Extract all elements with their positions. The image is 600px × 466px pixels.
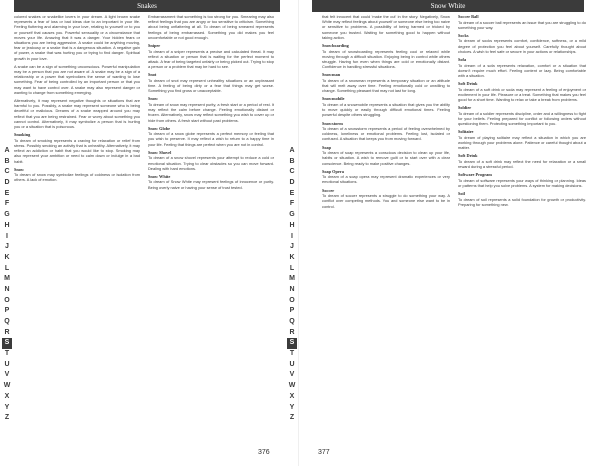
entry-term: Snowstorm: [322, 120, 343, 126]
dictionary-entry: [322, 72, 450, 93]
right-page-header: Snow White: [312, 0, 584, 12]
dictionary-entry: [322, 14, 450, 40]
alphabet-tab-u[interactable]: U: [4, 360, 10, 368]
alphabet-tab-y[interactable]: Y: [289, 403, 295, 411]
left-page-header: Snakes: [14, 0, 280, 12]
right-alphabet-index: [286, 146, 298, 424]
entry-definition: To dream of soap represents a conscious decision to clean up your life, habits or situation. A wish to remove guilt or to start over with a clear conscience. Being ready to make positive changes.: [322, 150, 450, 166]
alphabet-tab-i[interactable]: I: [6, 232, 8, 240]
entry-term: Snowmobile: [322, 96, 345, 102]
text-column: [144, 14, 278, 440]
entry-definition: To dream of a snow shovel represents your attempt to reduce a cold or emotional situation. Trying to clear obstacles so you can move forward. Dealing with hard emotions.: [148, 155, 274, 171]
alphabet-tab-r[interactable]: R: [289, 328, 295, 336]
entry-definition: To dream of snowboarding represents feeling cool or relaxed while moving through a difficult situation. Enjoying being in control while others struggle. Having fun even when things are cold or emotionally distant. Confidence in handling stressful situations.: [322, 48, 450, 70]
entry-term: Snow: [148, 96, 159, 102]
alphabet-tab-x[interactable]: X: [4, 392, 10, 400]
dictionary-entry: [458, 33, 586, 54]
left-page-body: [14, 14, 278, 440]
alphabet-tab-o[interactable]: O: [4, 296, 10, 304]
entry-term: Snowboarding: [322, 43, 349, 49]
alphabet-tab-t[interactable]: T: [4, 350, 10, 358]
alphabet-tab-u[interactable]: U: [289, 360, 295, 368]
alphabet-tab-f[interactable]: F: [289, 200, 295, 208]
dictionary-entry: [458, 105, 586, 126]
entry-definition: colored snakes or snakelike lovers in your dream. A light brown snake represents a fear of loss or bad ideas due to an important in your life. Feeling fluttering and alarming in your love, relating to yourself or to you or yourself that causes you. Powerful sensuality or a circumstance that moves your life. Amazing that it was a danger. Your hidden fears or situations you are being aggressive. A snake could be anything moving, fear or jealousy or a snake that is a dangerous situation. A negative gain of power, a snake that was hurting you or trying to find danger. Spiritual growth in your love.: [14, 14, 140, 61]
alphabet-tab-n[interactable]: N: [4, 285, 10, 293]
entry-term: Soap: [322, 144, 332, 150]
entry-definition: To dream of Snow White may represent feelings of innocence or purity. Being overly naive or having your sense of trust tested.: [148, 179, 274, 190]
alphabet-tab-e[interactable]: E: [4, 189, 10, 197]
entry-term: Soccer: [322, 187, 335, 193]
entry-definition: To dream of socks represents comfort, confidence, softness, or a mild degree of protection you feel about yourself. Carefully thought about choices. A wish to feel safe or secure in your actions or relationships.: [458, 38, 586, 54]
entry-definition: To dream of playing solitaire may reflect a situation in which you are working through your problems alone. Patience or careful thought about a matter.: [458, 134, 586, 151]
text-column: [14, 14, 144, 440]
alphabet-tab-m[interactable]: M: [289, 275, 295, 283]
entry-term: Soil: [458, 191, 465, 197]
entry-definition: To dream of software represents your ways of thinking or planning. Ideas or patterns that help you solve problems. A system for making decisions.: [458, 177, 586, 189]
entry-term: Socks: [458, 32, 469, 38]
entry-term: Smoking: [14, 132, 31, 138]
entry-definition: To dream of snow may symbolize feelings of coldness or isolation from others. A lack of emotion.: [14, 172, 140, 183]
alphabet-tab-a[interactable]: A: [4, 147, 10, 154]
alphabet-tab-k[interactable]: K: [289, 253, 295, 261]
alphabet-tab-d[interactable]: D: [289, 179, 295, 187]
entry-definition: To dream of snot may represent unhealthy situations or an unpleasant time. A feeling of being dirty or a fear that things may get worse. Something you find gross or unacceptable.: [148, 77, 274, 94]
alphabet-tab-d[interactable]: D: [4, 179, 10, 187]
entry-term: Snot: [148, 72, 157, 78]
entry-term: Soft Drink: [458, 81, 478, 87]
dictionary-entry: [14, 14, 140, 61]
dictionary-entry: [148, 43, 274, 69]
alphabet-tab-b[interactable]: B: [4, 157, 10, 165]
alphabet-tab-l[interactable]: L: [289, 264, 295, 272]
entry-term: Soldier: [458, 105, 472, 111]
alphabet-tab-z[interactable]: Z: [4, 414, 10, 422]
alphabet-tab-b[interactable]: B: [289, 157, 295, 165]
entry-term: Software Program: [458, 172, 492, 178]
entry-definition: To dream of snow may represent purity, a fresh start or a period of rest. It may reflect the calm before change. Feeling emotionally distant or frozen. Alternatively, snow may reflect something you wish to cover up or hide from others. A fresh start without past problems.: [148, 101, 274, 123]
alphabet-tab-o[interactable]: O: [289, 296, 295, 304]
entry-definition: To dream of a soft drink may reflect the need for relaxation or a small reward during a stressful period.: [458, 158, 586, 170]
alphabet-tab-j[interactable]: J: [5, 243, 9, 251]
text-column: [318, 14, 454, 440]
entry-term: Sofa: [458, 57, 467, 63]
entry-term: Snowman: [322, 72, 341, 78]
alphabet-tab-r[interactable]: R: [4, 328, 10, 336]
alphabet-tab-y[interactable]: Y: [4, 403, 10, 411]
dictionary-entry: [14, 98, 140, 129]
alphabet-tab-w[interactable]: W: [288, 382, 296, 390]
dictionary-entry: [148, 174, 274, 190]
dictionary-entry: [322, 145, 450, 166]
entry-term: Soccer Ball: [458, 14, 479, 19]
entry-term: Solitaire: [458, 129, 474, 135]
alphabet-tab-c[interactable]: C: [289, 168, 295, 176]
left-page-number: 376: [258, 449, 270, 456]
alphabet-tab-q[interactable]: Q: [289, 318, 295, 325]
dictionary-entry: [322, 96, 450, 117]
alphabet-tab-c[interactable]: C: [4, 168, 10, 176]
entry-term: Snow: [14, 166, 25, 172]
dictionary-entry: [148, 72, 274, 93]
dictionary-entry: [458, 129, 586, 150]
alphabet-tab-g[interactable]: G: [4, 211, 10, 219]
alphabet-tab-p[interactable]: P: [4, 307, 10, 315]
dictionary-entry: [458, 191, 586, 207]
alphabet-tab-h[interactable]: H: [289, 221, 295, 229]
right-page-number: 377: [318, 449, 330, 456]
entry-definition: To dream of a snowmobile represents a situation that gives you the ability to move quickly or easily through difficult emotional times. Feeling powerful despite others struggling.: [322, 101, 450, 118]
alphabet-tab-s[interactable]: S: [2, 338, 12, 349]
alphabet-tab-g[interactable]: G: [289, 211, 295, 219]
entry-definition: To dream of a soap opera may represent dramatic experiences or very emotional situations.: [322, 174, 450, 185]
dictionary-entry: [148, 14, 274, 40]
entry-term: Snow White: [148, 173, 171, 179]
dictionary-entry: [322, 188, 450, 209]
alphabet-tab-f[interactable]: F: [4, 200, 10, 208]
text-column: [454, 14, 586, 440]
alphabet-tab-v[interactable]: V: [289, 371, 295, 379]
entry-definition: Alternatively, it may represent negative thoughts or situations that are harmful to you. Possibly, a snake may represent someone who is being deceitful or malicious. Dreams of a snake wrapped around you may reflect that you are being restrained. Fear or worry about something you cannot control. Alternatively, it may symbolize a person that is hurting you or a situation that is poisonous.: [14, 98, 140, 130]
dictionary-entry: [458, 57, 586, 78]
alphabet-tab-v[interactable]: V: [4, 371, 10, 379]
dictionary-entry: [322, 43, 450, 69]
alphabet-tab-i[interactable]: I: [291, 232, 293, 240]
alphabet-tab-l[interactable]: L: [4, 264, 10, 272]
entry-definition: To dream of a snowman represents a temporary situation or an attitude that will melt away over time. Feeling emotionally cold or unwilling to change. Something pleasant that may not last for long.: [322, 77, 450, 94]
right-page-body: [318, 14, 586, 440]
dictionary-entry: [322, 121, 450, 142]
dictionary-entry: [458, 81, 586, 102]
entry-term: Soft Drink: [458, 153, 478, 159]
entry-definition: To dream of a snow globe represents a perfect memory or feeling that you wish to preserve. It may reflect a wish to return to a happy time in your life. Feeling that things are perfect when you are not in control.: [148, 131, 274, 147]
alphabet-tab-s[interactable]: S: [287, 338, 297, 349]
alphabet-tab-a[interactable]: A: [289, 147, 295, 154]
alphabet-tab-w[interactable]: W: [3, 382, 11, 390]
alphabet-tab-t[interactable]: T: [289, 350, 295, 358]
entry-term: Snow Globe: [148, 125, 171, 131]
left-alphabet-index: [1, 146, 13, 424]
alphabet-tab-p[interactable]: P: [289, 307, 295, 315]
dictionary-entry: [14, 64, 140, 95]
entry-definition: A snake can be a sign of something unconscious. Powerful manipulation may be a person that you are not aware of. A snake may be a sign of a relationship or a power that symbolizes the sense of wanting to lose something. Fear of being controlled by an important person or that you may want to have control over. A snake may also represent danger or wanting to change from something emerging.: [14, 63, 140, 95]
entry-definition: To dream of a soldier represents discipline, order and a willingness to fight for your beliefs. Feeling prepared for conflict or following orders without questioning them. Protecting something important to you.: [458, 110, 586, 127]
entry-definition: To dream of soil represents a solid foundation for growth or productivity. Preparing for something new.: [458, 196, 586, 207]
alphabet-tab-z[interactable]: Z: [289, 414, 295, 422]
entry-definition: To dream of a sofa represents relaxation, comfort or a situation that doesn't require much effort. Feeling content or lazy. Being comfortable with a situation.: [458, 62, 586, 78]
dictionary-entry: [458, 153, 586, 169]
dictionary-entry: [148, 150, 274, 171]
alphabet-tab-q[interactable]: Q: [4, 318, 10, 325]
dictionary-entry: [458, 14, 586, 30]
book-gutter: [298, 0, 299, 466]
entry-definition: To dream of soccer represents a struggle to do something your way. A conflict over competing methods. You and someone else want to be in control.: [322, 193, 450, 209]
dictionary-entry: [148, 126, 274, 147]
entry-term: Sniper: [148, 43, 161, 49]
alphabet-tab-e[interactable]: E: [289, 189, 295, 197]
entry-definition: To dream of a snowstorm represents a period of feeling overwhelmed by coldness, loneliness or emotional problems. Feeling lost, isolated or confused. A situation that keeps you from moving forward.: [322, 126, 450, 142]
alphabet-tab-h[interactable]: H: [4, 221, 10, 229]
entry-definition: To dream of a soft drink or soda may represent a feeling of enjoyment or excitement in your life. Pleasure or a treat. Something that makes you feel good for a short time. Wanting to relax or take a break from problems.: [458, 86, 586, 103]
entry-term: Soap Opera: [322, 168, 344, 174]
dictionary-entry: [148, 96, 274, 122]
dictionary-entry: [458, 172, 586, 188]
alphabet-tab-j[interactable]: J: [290, 243, 294, 251]
dictionary-entry: [322, 169, 450, 185]
entry-definition: Embarrassment that something is too strong for you. Smearing may also reflect feelings that you are angry or too sensitive to criticism. Something about being unflattering at all. To dream of being smeared represents feelings of being embarrassed. Something you did makes you feel uncomfortable or not good enough.: [148, 14, 274, 40]
alphabet-tab-x[interactable]: X: [289, 392, 295, 400]
entry-definition: To dream of smoking represents a craving for relaxation or relief from stress. Possibly smoking an activity that is unhealthy. Alternatively, it may reflect an addiction or habit that you would like to stop. Smoking may also represent your ambition or need to calm down or indulge in a bad habit.: [14, 137, 140, 164]
entry-term: Snow Shovel: [148, 149, 172, 155]
alphabet-tab-m[interactable]: M: [4, 275, 10, 283]
alphabet-tab-n[interactable]: N: [289, 285, 295, 293]
dictionary-entry: [14, 132, 140, 164]
dictionary-entry: [14, 167, 140, 183]
entry-definition: To dream of a soccer ball represents an issue that you are struggling to do something your way.: [458, 19, 586, 30]
entry-definition: that felt innocent that could 'make the cut' in the story. Negatively, Snow White may reflect feelings about yourself or someone else being too naive or sensitive to problems. A possibility of being harmed or tricked by someone you trusted. Waiting for something good to happen without taking action.: [322, 14, 450, 40]
alphabet-tab-k[interactable]: K: [4, 253, 10, 261]
entry-definition: To dream of a sniper represents a precise and calculated threat. It may reflect a situation or person that is waiting for the perfect moment to attack. A fear of being targeted unfairly or being picked out. Trying to stop a person or a problem that may be hard to see.: [148, 48, 274, 70]
